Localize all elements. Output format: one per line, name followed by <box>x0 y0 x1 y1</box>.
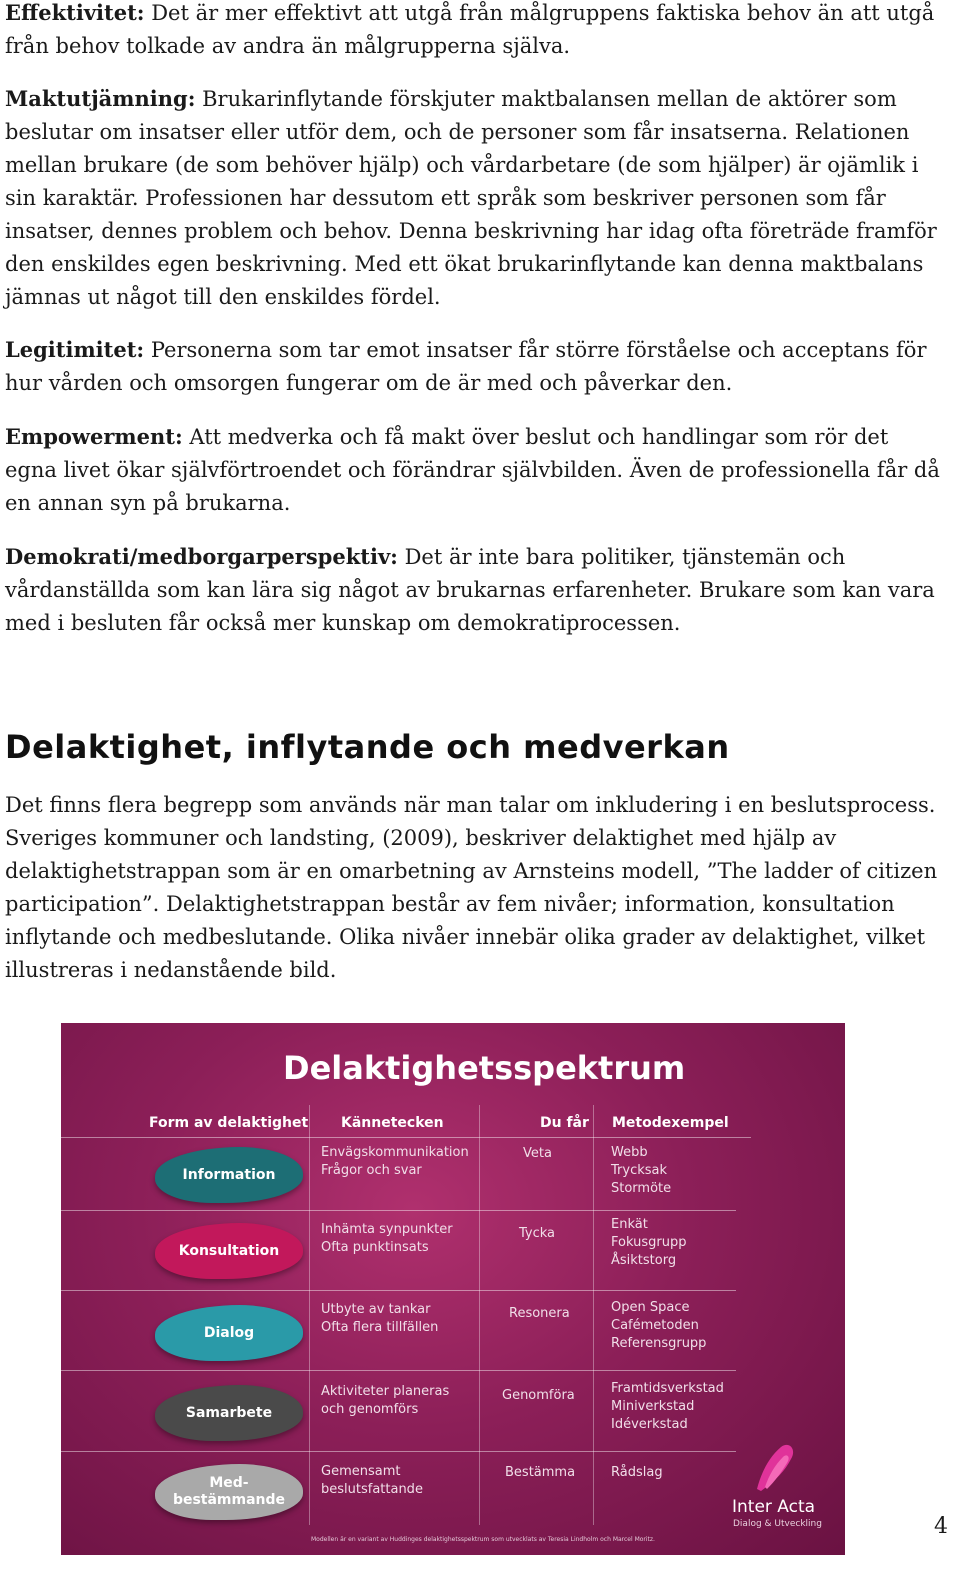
kannetecken-cell: Envägskommunikation Frågor och svar <box>321 1145 469 1178</box>
column-header-du-far: Du får <box>540 1115 589 1131</box>
level-medbestammande <box>155 1464 303 1520</box>
level-label: Konsultation <box>178 1242 280 1259</box>
metod-cell: Webb Trycksak Stormöte <box>611 1145 672 1196</box>
paragraph-demokrati <box>5 540 940 640</box>
paragraph-maktutjamning <box>5 82 940 314</box>
metod-cell: Enkät Fokusgrupp Åsiktstorg <box>611 1217 687 1268</box>
du-far-cell: Bestämma <box>505 1465 576 1480</box>
header-divider <box>61 1137 751 1138</box>
logo-tagline: Dialog & Utveckling <box>733 1519 822 1529</box>
definition: Brukarinflytande förskjuter maktbalansen mellan de aktörer som beslutar om insatser eller utför dem, och de personer som får insatserna. Relationen mellan brukare (de som behöver hjälp) och vårdarbetare (de som hjälper) är ojämlik i sin karaktär. Professionen har dessutom ett språk som beskriver personen som får insatser, dennes problem och behov. Denna beskrivning har idag ofta företräde framför den enskildes egen beskrivning. Med ett ökat brukarinflytande kan denna maktbalans jämnas ut något till den enskildes fördel. <box>5 87 937 309</box>
term: Maktutjämning: <box>5 86 196 111</box>
column-header-kannetecken: Kännetecken <box>341 1115 444 1131</box>
level-information <box>155 1147 303 1203</box>
level-label: Dialog <box>203 1324 255 1341</box>
definition: Det är mer effektivt att utgå från målgruppens faktiska behov än att utgå från behov tolkade av andra än målgrupperna själva. <box>5 1 935 58</box>
metod-cell: Open Space Cafémetoden Referensgrupp <box>611 1300 707 1351</box>
definition: Att medverka och få makt över beslut och handlingar som rör det egna livet ökar självförtroendet och förändrar självbilden. Även de professionella får då en annan syn på brukarna. <box>5 425 940 515</box>
column-divider <box>593 1105 594 1525</box>
definition: Det är inte bara politiker, tjänstemän och vårdanställda som kan lära sig något av brukarnas erfarenheter. Brukare som kan vara med i besluten får också mer kunskap om demokratiprocessen. <box>5 545 935 635</box>
level-konsultation <box>155 1223 303 1279</box>
section-heading: Delaktighet, inflytande och medverkan <box>5 728 730 766</box>
level-samarbete <box>155 1385 303 1441</box>
column-header-metodexempel: Metodexempel <box>612 1115 729 1131</box>
term: Legitimitet: <box>5 337 145 362</box>
figure-title: Delaktighetsspektrum <box>283 1049 686 1087</box>
du-far-cell: Resonera <box>509 1306 570 1321</box>
row-divider <box>61 1370 736 1371</box>
figure-credit: Modellen är en variant av Huddinges delaktighetsspektrum som utvecklats av Teresia Lindholm och Marcel Moritz. <box>311 1536 655 1543</box>
level-label: Samarbete <box>185 1404 273 1421</box>
delaktighetsspektrum-figure <box>61 1023 845 1555</box>
section-body: Det finns flera begrepp som används när man talar om inkludering i en beslutsprocess. Sveriges kommuner och landsting, (2009), beskriver delaktighet med hjälp av delaktighetstrappan som är en omarbetning av Arnsteins modell, ”The ladder of citizen participation”. Delaktighetstrappan består av fem nivåer; information, konsultation inflytande och medbeslutande. Olika nivåer innebär olika grader av delaktighet, vilket illustreras i nedanstående bild. <box>5 793 938 982</box>
paragraph-legitimitet <box>5 333 940 400</box>
level-label: Information <box>182 1166 276 1183</box>
kannetecken-cell: Gemensamt beslutsfattande <box>321 1464 423 1497</box>
kannetecken-cell: Utbyte av tankar Ofta flera tillfällen <box>321 1302 439 1335</box>
metod-cell: Rådslag <box>611 1465 663 1480</box>
du-far-cell: Veta <box>523 1146 552 1161</box>
definition: Personerna som tar emot insatser får större förståelse och acceptans för hur vården och omsorgen fungerar om de är med och påverkar den. <box>5 338 927 395</box>
logo-mark-icon <box>751 1443 797 1495</box>
term: Empowerment: <box>5 424 183 449</box>
kannetecken-cell: Aktiviteter planeras och genomförs <box>321 1384 450 1417</box>
column-divider <box>309 1105 310 1525</box>
inter-acta-logo <box>729 1443 822 1543</box>
level-dialog <box>155 1305 303 1361</box>
paragraph-empowerment <box>5 420 940 520</box>
paragraph-effektivitet <box>5 0 940 63</box>
column-divider <box>479 1105 480 1525</box>
kannetecken-cell: Inhämta synpunkter Ofta punktinsats <box>321 1222 453 1255</box>
du-far-cell: Tycka <box>519 1226 556 1241</box>
logo-name: Inter Acta <box>732 1497 816 1517</box>
column-header-form: Form av delaktighet <box>149 1115 309 1131</box>
term: Demokrati/medborgarperspektiv: <box>5 544 398 569</box>
row-divider <box>61 1290 736 1291</box>
row-divider <box>61 1451 736 1452</box>
page-number: 4 <box>934 1514 948 1539</box>
metod-cell: Framtidsverkstad Miniverkstad Idéverkstad <box>611 1381 724 1432</box>
row-divider <box>61 1210 736 1211</box>
du-far-cell: Genomföra <box>502 1388 575 1403</box>
term: Effektivitet: <box>5 0 145 25</box>
level-label: Med- bestämmande <box>172 1475 286 1508</box>
